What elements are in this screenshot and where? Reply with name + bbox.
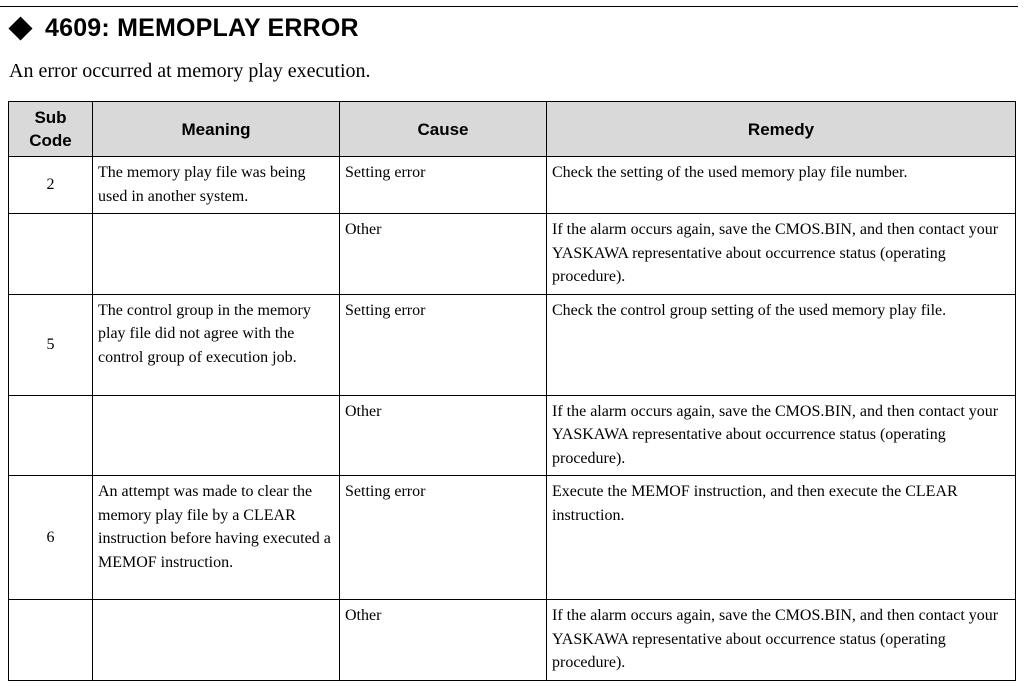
table-row <box>9 157 1016 214</box>
section-heading <box>8 10 359 46</box>
error-table <box>8 101 1016 681</box>
cause-cell: Setting error <box>340 294 547 395</box>
cause-cell: Setting error <box>340 157 547 214</box>
table-row <box>9 294 1016 395</box>
top-rule <box>0 6 1018 7</box>
header-sub-code-line2: Code <box>29 131 72 150</box>
table-row <box>9 395 1016 476</box>
header-meaning: Meaning <box>93 102 340 157</box>
cause-cell: Setting error <box>340 476 547 600</box>
sub-code-cell: 2 <box>9 157 93 214</box>
remedy-cell: Check the control group setting of the used memory play file. <box>547 294 1016 395</box>
sub-code-cell: 6 <box>9 476 93 600</box>
table-header-row <box>9 102 1016 157</box>
page-title: 4609: MEMOPLAY ERROR <box>45 13 359 42</box>
table-row <box>9 214 1016 295</box>
meaning-cell: An attempt was made to clear the memory play file by a CLEAR instruction before having executed a MEMOF instruction. <box>93 476 340 600</box>
error-description: An error occurred at memory play execution. <box>9 60 371 82</box>
meaning-cell <box>93 600 340 681</box>
header-sub-code-line1: Sub <box>34 108 67 127</box>
sub-code-cell <box>9 395 93 476</box>
meaning-cell: The memory play file was being used in another system. <box>93 157 340 214</box>
remedy-cell: If the alarm occurs again, save the CMOS.BIN, and then contact your YASKAWA representative about occurrence status (operating procedure). <box>547 600 1016 681</box>
remedy-cell: Check the setting of the used memory play file number. <box>547 157 1016 214</box>
remedy-cell: If the alarm occurs again, save the CMOS.BIN, and then contact your YASKAWA representative about occurrence status (operating procedure). <box>547 214 1016 295</box>
remedy-cell: Execute the MEMOF instruction, and then execute the CLEAR instruction. <box>547 476 1016 600</box>
header-remedy: Remedy <box>547 102 1016 157</box>
sub-code-cell <box>9 600 93 681</box>
meaning-cell <box>93 395 340 476</box>
cause-cell: Other <box>340 214 547 295</box>
sub-code-cell <box>9 214 93 295</box>
remedy-cell: If the alarm occurs again, save the CMOS.BIN, and then contact your YASKAWA representative about occurrence status (operating procedure). <box>547 395 1016 476</box>
cause-cell: Other <box>340 600 547 681</box>
meaning-cell <box>93 214 340 295</box>
header-cause: Cause <box>340 102 547 157</box>
table-row <box>9 600 1016 681</box>
table-row <box>9 476 1016 600</box>
sub-code-cell: 5 <box>9 294 93 395</box>
meaning-cell: The control group in the memory play file did not agree with the control group of execution job. <box>93 294 340 395</box>
cause-cell: Other <box>340 395 547 476</box>
header-sub-code <box>9 102 93 157</box>
diamond-bullet-icon <box>8 16 32 40</box>
